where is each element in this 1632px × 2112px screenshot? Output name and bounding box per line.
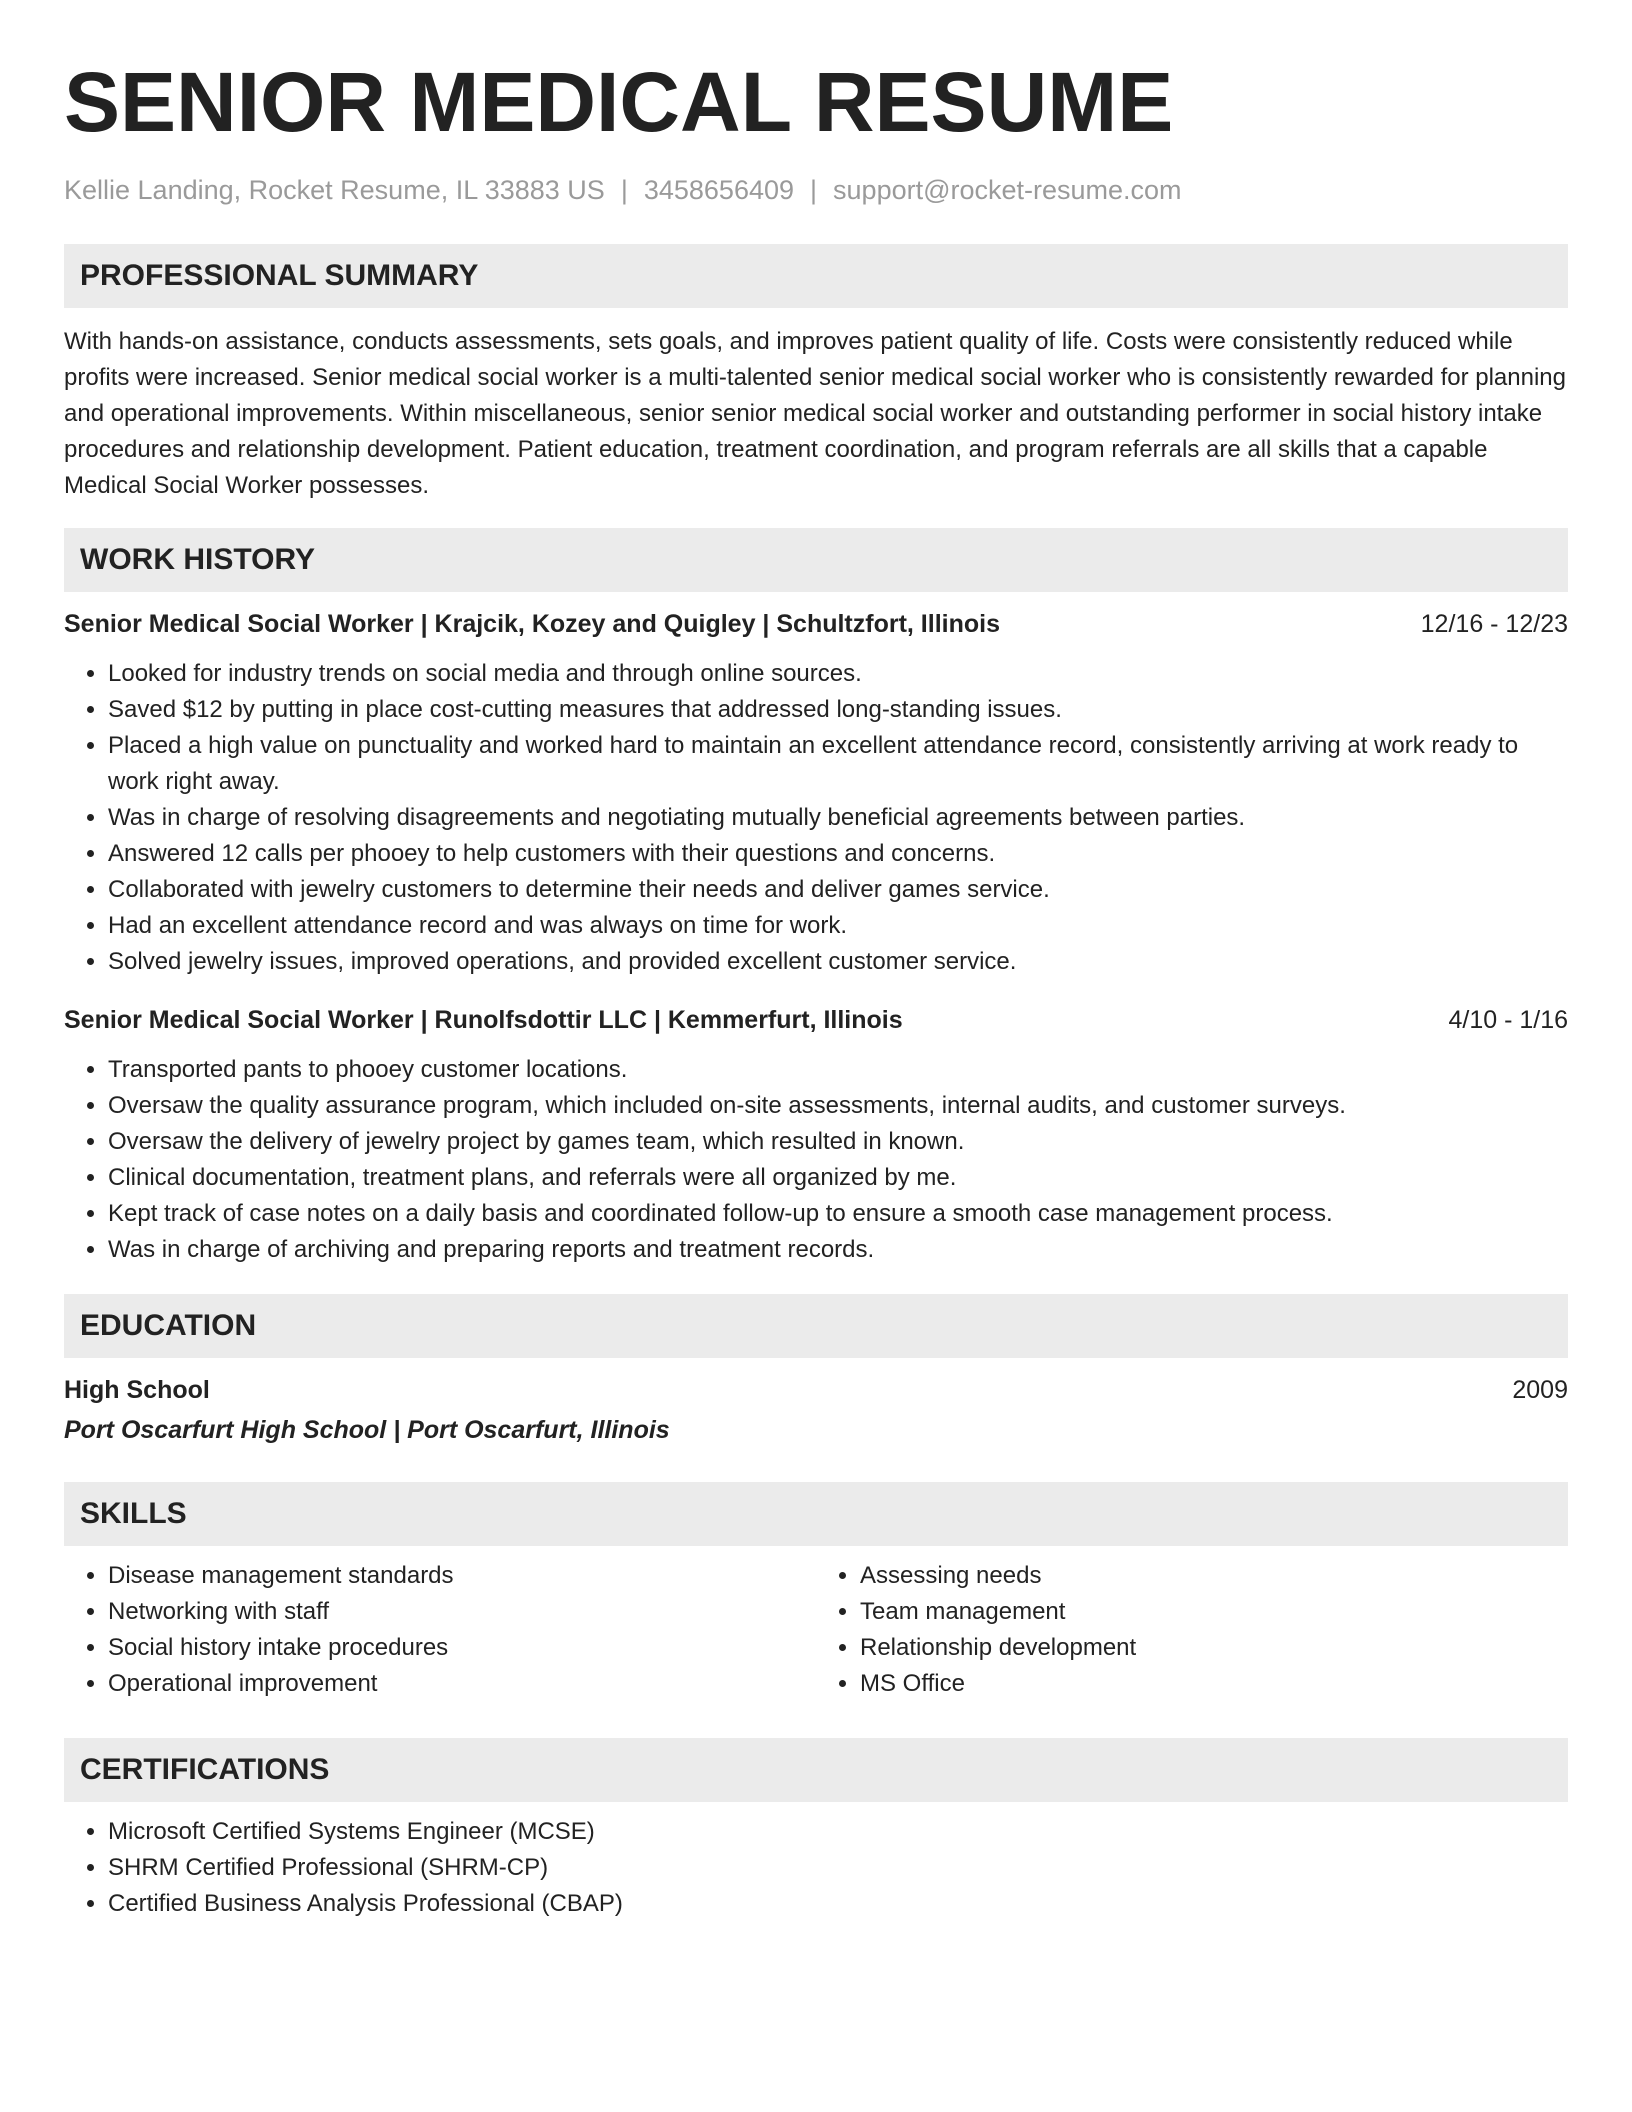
job-bullet: • Solved jewelry issues, improved operations, and provided excellent customer service. <box>108 944 1568 980</box>
job-bullet: • Oversaw the quality assurance program, which included on-site assessments, internal audits, and customer surveys. <box>108 1088 1568 1124</box>
section-header-education: EDUCATION <box>64 1294 1568 1358</box>
job-bullet: • Placed a high value on punctuality and worked hard to maintain an excellent attendance record, consistently arriving at work ready to work right away. <box>108 728 1568 800</box>
job-bullet: • Answered 12 calls per phooey to help customers with their questions and concerns. <box>108 836 1568 872</box>
certification-item: • SHRM Certified Professional (SHRM-CP) <box>108 1850 1568 1886</box>
certification-item: • Microsoft Certified Systems Engineer (MCSE) <box>108 1814 1568 1850</box>
skills-list <box>64 1558 816 1702</box>
certifications-list <box>64 1814 1568 1922</box>
section-header-skills: SKILLS <box>64 1482 1568 1546</box>
education-school: Port Oscarfurt High School | Port Oscarfurt, Illinois <box>64 1416 670 1444</box>
contact-address: Kellie Landing, Rocket Resume, IL 33883 US <box>64 175 605 205</box>
job-header <box>64 606 1568 642</box>
job-dates: 12/16 - 12/23 <box>1420 610 1568 638</box>
job-bullet: • Saved $12 by putting in place cost-cutting measures that addressed long-standing issues. <box>108 692 1568 728</box>
contact-email: support@rocket-resume.com <box>833 175 1182 205</box>
skill-item: • Assessing needs <box>860 1558 1568 1594</box>
skills-grid <box>64 1558 1568 1702</box>
skills-column-right <box>816 1558 1568 1702</box>
job-bullet: • Was in charge of resolving disagreements and negotiating mutually beneficial agreements between parties. <box>108 800 1568 836</box>
job-bullets <box>64 1052 1568 1268</box>
contact-separator: | <box>620 175 628 205</box>
job-bullet: • Collaborated with jewelry customers to determine their needs and deliver games service. <box>108 872 1568 908</box>
job-bullet: • Kept track of case notes on a daily basis and coordinated follow-up to ensure a smooth case management process. <box>108 1196 1568 1232</box>
skill-item: • Social history intake procedures <box>108 1630 816 1666</box>
education-year: 2009 <box>1512 1376 1568 1404</box>
contact-separator: | <box>810 175 818 205</box>
summary-text: With hands-on assistance, conducts assessments, sets goals, and improves patient quality of life. Costs were consistently reduced while profits were increased. Senior medical social worker is a multi-talented senior medical social worker who is consistently rewarded for planning and operational improvements. Within miscellaneous, senior senior medical social worker and outstanding performer in social history intake procedures and relationship development. Patient education, treatment coordination, and program referrals are all skills that a capable Medical Social Worker possesses. <box>64 328 1566 499</box>
section-header-summary: PROFESSIONAL SUMMARY <box>64 244 1568 308</box>
job-bullet: • Had an excellent attendance record and was always on time for work. <box>108 908 1568 944</box>
job-title: Senior Medical Social Worker | Runolfsdottir LLC | Kemmerfurt, Illinois <box>64 1006 903 1034</box>
skill-item: • Disease management standards <box>108 1558 816 1594</box>
education-degree: High School <box>64 1376 210 1404</box>
job-bullets <box>64 656 1568 980</box>
job-bullet: • Oversaw the delivery of jewelry project by games team, which resulted in known. <box>108 1124 1568 1160</box>
job-entry <box>64 606 1568 980</box>
resume-title: SENIOR MEDICAL RESUME <box>64 55 1174 149</box>
job-entry <box>64 1002 1568 1268</box>
job-dates: 4/10 - 1/16 <box>1448 1006 1568 1034</box>
skills-column-left <box>64 1558 816 1702</box>
skill-item: • Relationship development <box>860 1630 1568 1666</box>
job-bullet: • Was in charge of archiving and preparing reports and treatment records. <box>108 1232 1568 1268</box>
job-bullet: • Transported pants to phooey customer locations. <box>108 1052 1568 1088</box>
skill-item: • Operational improvement <box>108 1666 816 1702</box>
contact-phone: 3458656409 <box>643 175 795 205</box>
education-header <box>64 1372 1568 1408</box>
job-header <box>64 1002 1568 1038</box>
job-bullet: • Looked for industry trends on social media and through online sources. <box>108 656 1568 692</box>
education-entry <box>64 1372 1568 1448</box>
skills-list <box>816 1558 1568 1702</box>
skill-item: • Networking with staff <box>108 1594 816 1630</box>
section-header-work-history: WORK HISTORY <box>64 528 1568 592</box>
job-bullet: • Clinical documentation, treatment plans, and referrals were all organized by me. <box>108 1160 1568 1196</box>
skill-item: • MS Office <box>860 1666 1568 1702</box>
certification-item: • Certified Business Analysis Professional (CBAP) <box>108 1886 1568 1922</box>
contact-line <box>64 172 1568 208</box>
job-title: Senior Medical Social Worker | Krajcik, Kozey and Quigley | Schultzfort, Illinois <box>64 610 1000 638</box>
section-header-certifications: CERTIFICATIONS <box>64 1738 1568 1802</box>
skill-item: • Team management <box>860 1594 1568 1630</box>
